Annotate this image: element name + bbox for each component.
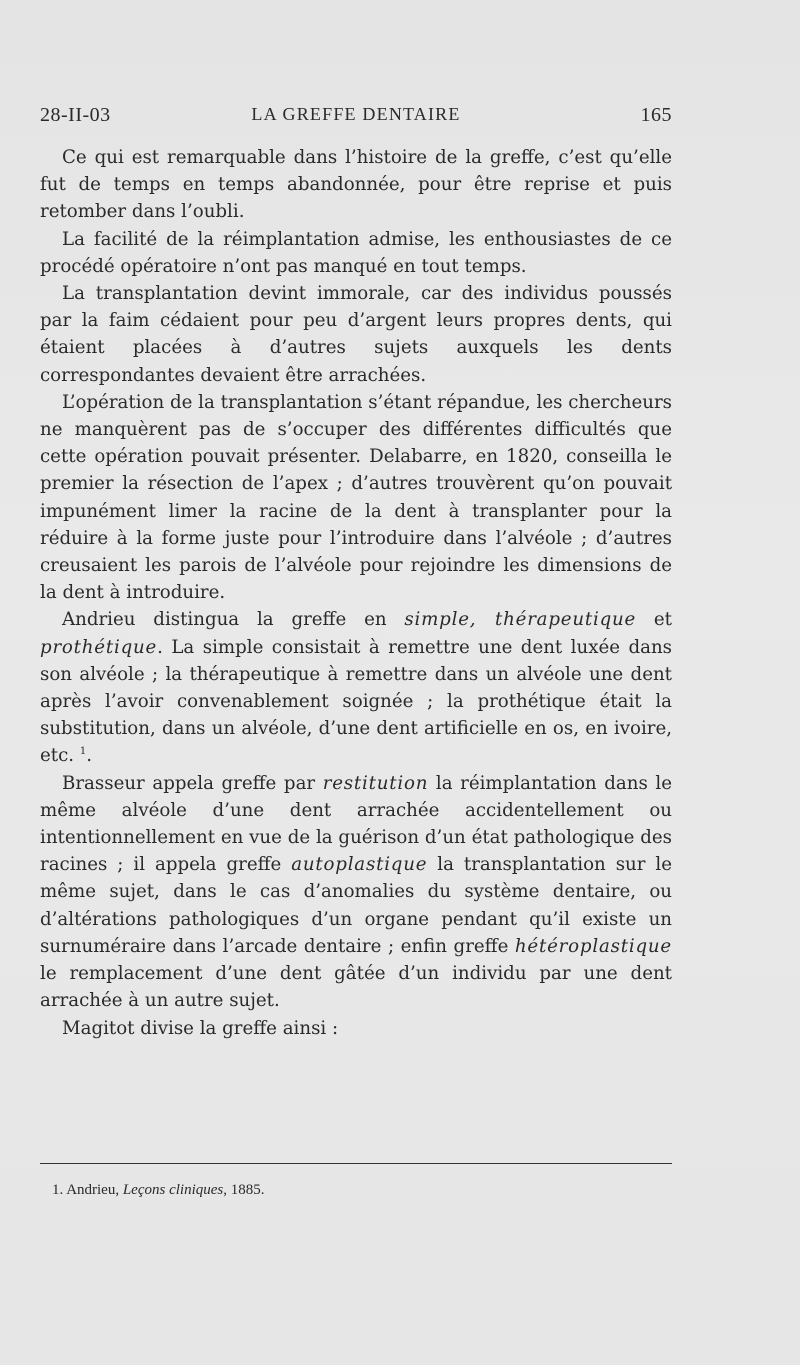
text-run: et bbox=[636, 609, 672, 631]
footnote bbox=[52, 1182, 265, 1199]
text-run: la réimplantation dans le même alvéole d’une dent arrachée accidentellement ou intentionnellement en vue de la guérison d’un état pathologique des racines ; il appela greffe bbox=[40, 772, 672, 876]
text-run: Brasseur appela greffe par bbox=[62, 772, 323, 794]
page-number: 165 bbox=[640, 104, 672, 126]
paragraph-4: L’opération de la transplantation s’étant répandue, les chercheurs ne manquèrent pas de s’occuper des différentes difficultés que cette opération pouvait présenter. Delabarre, en 1820, conseilla le premier la résection de l’apex ; d’autres trouvèrent qu’on pouvait impunément limer la racine de la dent à transplanter pour la réduire à la forme juste pour l’introduire dans l’alvéole ; d’autres creusaient les parois de l’alvéole pour rejoindre les dimensions de la dent à introduire. bbox=[40, 391, 672, 604]
text-run: le remplacement d’une dent gâtée d’un individu par une dent arrachée à un autre sujet. bbox=[40, 963, 672, 1012]
header-date: 28-II-03 bbox=[40, 104, 111, 126]
running-header bbox=[40, 104, 672, 134]
text-run: . La simple consistait à remettre une dent luxée dans son alvéole ; la thérapeutique à remettre dans un alvéole une dent après l’avoir convenablement soignée ; la prothétique était la substitution, dans un alvéole, d’une dent artificielle en os, en ivoire, etc. bbox=[40, 636, 672, 767]
body-text bbox=[40, 144, 672, 1042]
italic-term: prothétique bbox=[40, 636, 158, 658]
footnote-ref: 1 bbox=[79, 746, 87, 758]
paragraph-6 bbox=[40, 770, 672, 1015]
footnote-number: 1. bbox=[52, 1182, 67, 1198]
header-title: LA GREFFE DENTAIRE bbox=[251, 104, 461, 124]
paragraph-1: Ce qui est remarquable dans l’histoire de la greffe, c’est qu’elle fut de temps en temps abandonnée, pour être reprise et puis retomber dans l’oubli. bbox=[40, 147, 672, 223]
text-run: Andrieu distingua la greffe en bbox=[62, 609, 405, 631]
paragraph-7: Magitot divise la greffe ainsi : bbox=[62, 1017, 339, 1039]
footnote-title: Leçons cliniques bbox=[122, 1182, 224, 1198]
paragraph-5 bbox=[40, 606, 672, 769]
italic-term: simple, thérapeutique bbox=[404, 609, 637, 631]
footnote-divider bbox=[40, 1163, 672, 1164]
italic-term: hétéroplastique bbox=[514, 935, 672, 957]
paragraph-3: La transplantation devint immorale, car des individus poussés par la faim cédaient pour peu d’argent leurs propres dents, qui étaient placées à d’autres sujets auxquels les dents correspondantes devaient être arrachées. bbox=[40, 283, 672, 386]
text-run: . bbox=[86, 745, 92, 767]
italic-term: autoplastique bbox=[291, 854, 428, 876]
footnote-text: Andrieu, bbox=[66, 1182, 123, 1198]
paragraph-2: La facilité de la réimplantation admise, les enthousiastes de ce procédé opératoire n’ont pas manqué en tout temps. bbox=[40, 228, 672, 277]
text-run: la transplantation sur le même sujet, dans le cas d’anomalies du système dentaire, ou d’altérations pathologiques d’un organe pendant qu’il existe un surnuméraire dans l’arcade dentaire ; enfin greffe bbox=[40, 854, 672, 957]
footnote-text: , 1885. bbox=[223, 1182, 265, 1198]
italic-term: restitution bbox=[322, 772, 429, 794]
